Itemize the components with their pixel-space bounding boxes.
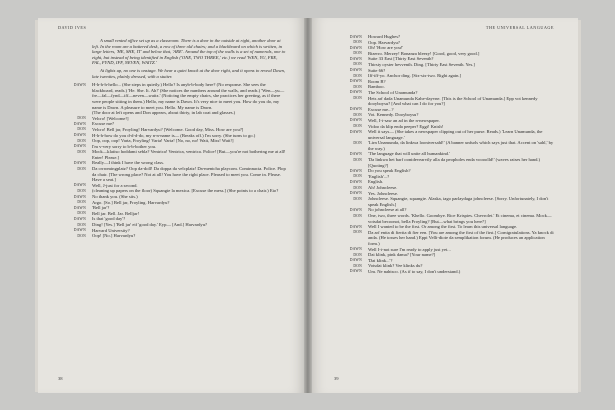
line-text: Vot. Kennedy. Dooyboysu? (368, 112, 419, 118)
line-text: Well I-i-not sure I'm ready to apply just yet... (368, 246, 451, 252)
line-text: Well I wanted to be the first. Or among the first. To learn this universal language. (368, 224, 518, 230)
speaker-name: DON (77, 200, 86, 205)
speaker-name: DAWN (349, 207, 362, 212)
line-text: Room B? (368, 78, 386, 84)
dialogue (334, 34, 556, 275)
stage-directions (58, 38, 286, 79)
dialogue-line (334, 196, 556, 207)
line-text: Really—I think I have the wrong class. (92, 160, 165, 166)
speaker-name: DON (353, 40, 362, 45)
line-text: (The door at left opens and Don appears, about thirty, in lab coat and glasses.) (92, 110, 236, 116)
line-text: Iff-iff-yo. Anchor ding. [Six-six-two. Right again.] (368, 73, 462, 79)
speaker-name: DON (77, 166, 86, 171)
line-text: Excuse me? (92, 121, 115, 127)
line-text: The School of Unamunda? (368, 89, 418, 95)
speaker-name: DAWN (349, 90, 362, 95)
speaker-name: DON (353, 263, 362, 268)
speaker-name: DON (353, 51, 362, 56)
speaker-name: DAWN (73, 194, 86, 199)
line-text: Suite 33 East [Thirty East Seventh? (368, 56, 434, 62)
speaker-name: DON (353, 62, 362, 67)
line-text: Oop! [No.] Harvardyu? (92, 233, 136, 239)
speaker-name: DON (77, 138, 86, 143)
dialogue-line (334, 96, 556, 107)
running-head: THE UNIVERSAL LANGUAGE (485, 25, 554, 30)
speaker-name: DON (353, 213, 362, 218)
line-text: Well, I-i-saw an ad in the n-newspaper. (368, 117, 440, 123)
line-text: Argo. [So.] Bell jar, Froyling. Harvardyu? (92, 199, 170, 205)
line-text: Suite 66? (368, 67, 386, 73)
dialogue-line (334, 213, 556, 224)
line-text: 'Da linkwa het barf oonidevearvily alla da peopholes enda voooolld!' (waves raises her hand.) [Quoting?] (368, 157, 541, 168)
line-text: 'The language that will unite all humankind.' (368, 151, 450, 157)
line-text: No johncleese at all? (368, 207, 407, 213)
line-text: Bizerro. Merzey! Bonanza bleezy! [Good, good, very good.] (368, 50, 480, 56)
speaker-name: DAWN (73, 205, 86, 210)
speaker-name: DAWN (349, 247, 362, 252)
left-page (38, 18, 308, 393)
line-text: Oop. Harvardyu? (368, 39, 400, 45)
right-page (308, 18, 578, 393)
line-text: Hets arf dada Unamunda Kahe-dayvne. [This is the School of Unamunda.] Epp vot kennedy dooyboysu? [And what can I do for you?] (368, 95, 538, 107)
line-text: Bamboo. (368, 84, 385, 90)
speaker-name: DAWN (349, 79, 362, 84)
line-text: Howard Hughes? (368, 34, 401, 39)
line-text: H-h-h-how do you d-d-d-do, my n-n-name is— (Breaks off.) I'm sorry. (She turns to go.) (92, 132, 256, 138)
speaker-name: DAWN (349, 258, 362, 263)
running-head: DAVID IVES (58, 25, 87, 30)
speaker-name: DAWN (349, 56, 362, 61)
speaker-name: DON (353, 157, 362, 162)
dialogue-line (58, 82, 286, 110)
line-text: Ah! Johncleese. (368, 185, 398, 191)
speaker-name: DON (353, 140, 362, 145)
page-number: 39 (334, 376, 339, 381)
speaker-name: DON (77, 149, 86, 154)
speaker-name: DAWN (349, 179, 362, 184)
line-text: English. (368, 179, 384, 185)
line-text: Thirsty oyster hevventh. Ding. [Thirty East Seventh. Yes.] (368, 61, 475, 67)
line-text: 'English'...? (368, 173, 390, 179)
line-text: Harvard University? (92, 227, 130, 233)
speaker-name: DON (353, 252, 362, 257)
dialogue-line (334, 269, 556, 275)
line-text: H-h-h-h-hello... (She steps in quietly.) Hello? Is anyb-b-body here? (No response. She sees the blackboard, reads.) 'He. She. It. Ah!' (She notices the numbers around the walls, and reads.) 'Wen—yu—fre—fal—fynd—iff—neven—waitz.' (Noticing the empty chairs, she practices her greeting, as if there were people sitting in them.) Hello, my name is Dawn. It's very nice to meet you. How do you do, my name is Dawn. A pleasure to meet you. Hello. My name is Dawn. (92, 82, 285, 110)
speaker-name: DON (353, 73, 362, 78)
page-content (58, 38, 286, 239)
line-text: Johncleese. Squangie, squangie. Alaska, iago parlaydaga johncleese. [Sorry. Unfortunately, I don't speak English.] (368, 196, 549, 207)
open-book (38, 18, 578, 393)
speaker-name: DON (77, 188, 86, 193)
line-text: Well it says— (She takes a newspaper clipping out of her purse. Reads.) 'Learn Unamunda, the universal language.' (368, 129, 543, 140)
speaker-name: DAWN (349, 269, 362, 274)
speaker-name: DAWN (73, 183, 86, 188)
line-text: 'Dai klink...'? (368, 257, 393, 263)
speaker-name: DAWN (73, 133, 86, 137)
dialogue-line (58, 233, 286, 239)
speaker-name: DAWN (349, 129, 362, 134)
speaker-name: DON (77, 233, 86, 238)
dialogue-line (334, 230, 556, 247)
dialogue-line (334, 140, 556, 151)
speaker-name: DAWN (73, 160, 86, 165)
line-text: Da crrromingplatz? Oop da-doll! Da doppa da velcplatz! Da-mentcha playcom. Cominnacta. Police. Plop da chair. [The wrong place? Not at all! You have the right place. Pleased to meet you. Come in. Please. Have a seat.] (92, 166, 286, 183)
line-text: Is that 'good day'? (92, 216, 126, 222)
line-text: Velcro! Bell jar, Froyling! Harvardyu? [Welcome. Good day, Miss. How are you?] (92, 126, 244, 132)
speaker-name: DAWN (73, 144, 86, 149)
speaker-name: DON (353, 230, 362, 235)
page-content (334, 34, 556, 275)
dialogue (58, 82, 286, 239)
line-text: 'Bell jar'? (92, 205, 110, 211)
speaker-name: DON (77, 222, 86, 227)
speaker-name: DAWN (73, 228, 86, 233)
line-text: I'm v-very sorry to b-b-bother you. (92, 143, 157, 149)
page-edge (578, 20, 581, 392)
speaker-name: DAWN (349, 34, 362, 39)
speaker-name: DAWN (349, 191, 362, 196)
speaker-name: DON (77, 211, 86, 216)
speaker-name: DON (353, 185, 362, 190)
speaker-name: DAWN (349, 45, 362, 50)
dialogue-line (58, 149, 286, 160)
speaker-name: DON (353, 124, 362, 128)
speaker-name: DAWN (349, 224, 362, 229)
line-text: No thank you. (She sits.) (92, 194, 138, 200)
stage-direction: At lights up, no one is onstage. We hear a quiet knock at the door right, and it opens to reveal Dawn, late twenties, plainly dressed, with a stutter. (92, 67, 286, 79)
line-text: Vidoo da klip enda peeper? Eggi! Knish! (368, 123, 444, 129)
speaker-name: DAWN (349, 107, 362, 112)
line-text: Da arf entta di fiertta di fier een. [You are among the first of the first.] Cornigratulations. Ya knock di anda. (He tosses her hand.) Eppi Velli-diote da semplikation forum. (He produces an application form.) (368, 229, 554, 246)
line-text: Mock—klatiso hoddami sebla? Ventrica! Ventrica, ventrica. Police! [But—you're not bothering me at all! Enter! Please.] (92, 149, 286, 160)
line-text: Velcro! [Welcome!] (92, 115, 129, 121)
line-text: Votsdai klink? Vee klinks du? (368, 263, 423, 269)
line-text: Yes. Johncleese. (368, 190, 399, 196)
line-text: Excuse me...? (368, 106, 394, 112)
line-text: One, two, three words. 'Khello. Goombye. Rice Krispies. Chevrolet.' Et cinema, et cinema. Mock—votsdat becoonot, bella Froyling? [But—what brings you here?] (368, 213, 552, 224)
stage-direction: A small rented office set up as a classroom. There is a door in the outside at right, another door at left. In the room are a battered desk, a row of three old chairs; and a blackboard on which is written, in large letters, 'HE, SHE, IT' and below that, 'ARE'. Around the top of the walls is a set of numerals, one to eight, but instead of being identified in English ('ONE, TWO THREE,' etc.) we read 'WEN, YU, FRE, FAL, FYND, IFF, NEVEN, WAITZ.' (92, 38, 286, 66)
line-text: Ding! [Yes.] 'Bell jar' eif 'good day.' Eyp— [And.] Harvardyu? (92, 222, 208, 227)
line-text: Well, J-just for a second. (92, 182, 138, 188)
speaker-name: DAWN (349, 118, 362, 123)
dialogue-line (334, 157, 556, 168)
speaker-name: DON (353, 112, 362, 117)
speaker-name: DAWN (349, 168, 362, 173)
speaker-name: DON (77, 116, 86, 121)
line-text: Dai klink, pink dama? [Your name?] (368, 252, 436, 258)
line-text: Bell jar. Bell. Jar. Belljar! (92, 210, 140, 216)
speaker-name: DON (77, 127, 86, 132)
speaker-name: DAWN (73, 82, 86, 87)
dialogue-line (334, 129, 556, 140)
speaker-name: DON (353, 196, 362, 201)
dialogue-line (58, 166, 286, 183)
page-number: 38 (58, 376, 63, 381)
line-text: 'Lirn Unamunda, da linkwa looniversahl!' (A banner unfurls which says just that. Accent on 'sahl,' by the way.) (368, 140, 554, 151)
speaker-name: DAWN (349, 151, 362, 156)
speaker-name: DON (353, 96, 362, 101)
speaker-name: DAWN (73, 216, 86, 221)
speaker-name: DAWN (73, 121, 86, 126)
speaker-name: DAWN (349, 68, 362, 73)
line-text: Um. Ne nahtsco. (As if to say, I don't understand.) (368, 268, 461, 274)
line-text: Oh! 'How are you!' (368, 45, 404, 51)
line-text: Do you speak English? (368, 168, 411, 174)
line-text: Oop, oop, oop! Varta, Froyling! Varta! Varta! [No, no, no! Wait, Miss! Wait!] (92, 138, 234, 144)
book-spine (304, 18, 312, 393)
speaker-name: DON (353, 84, 362, 89)
line-text: (cleaning up papers on the floor) Squangie la mexica. [Excuse the mess.] (She points to a chair.) Eto? (92, 188, 279, 194)
speaker-name: DON (353, 174, 362, 179)
